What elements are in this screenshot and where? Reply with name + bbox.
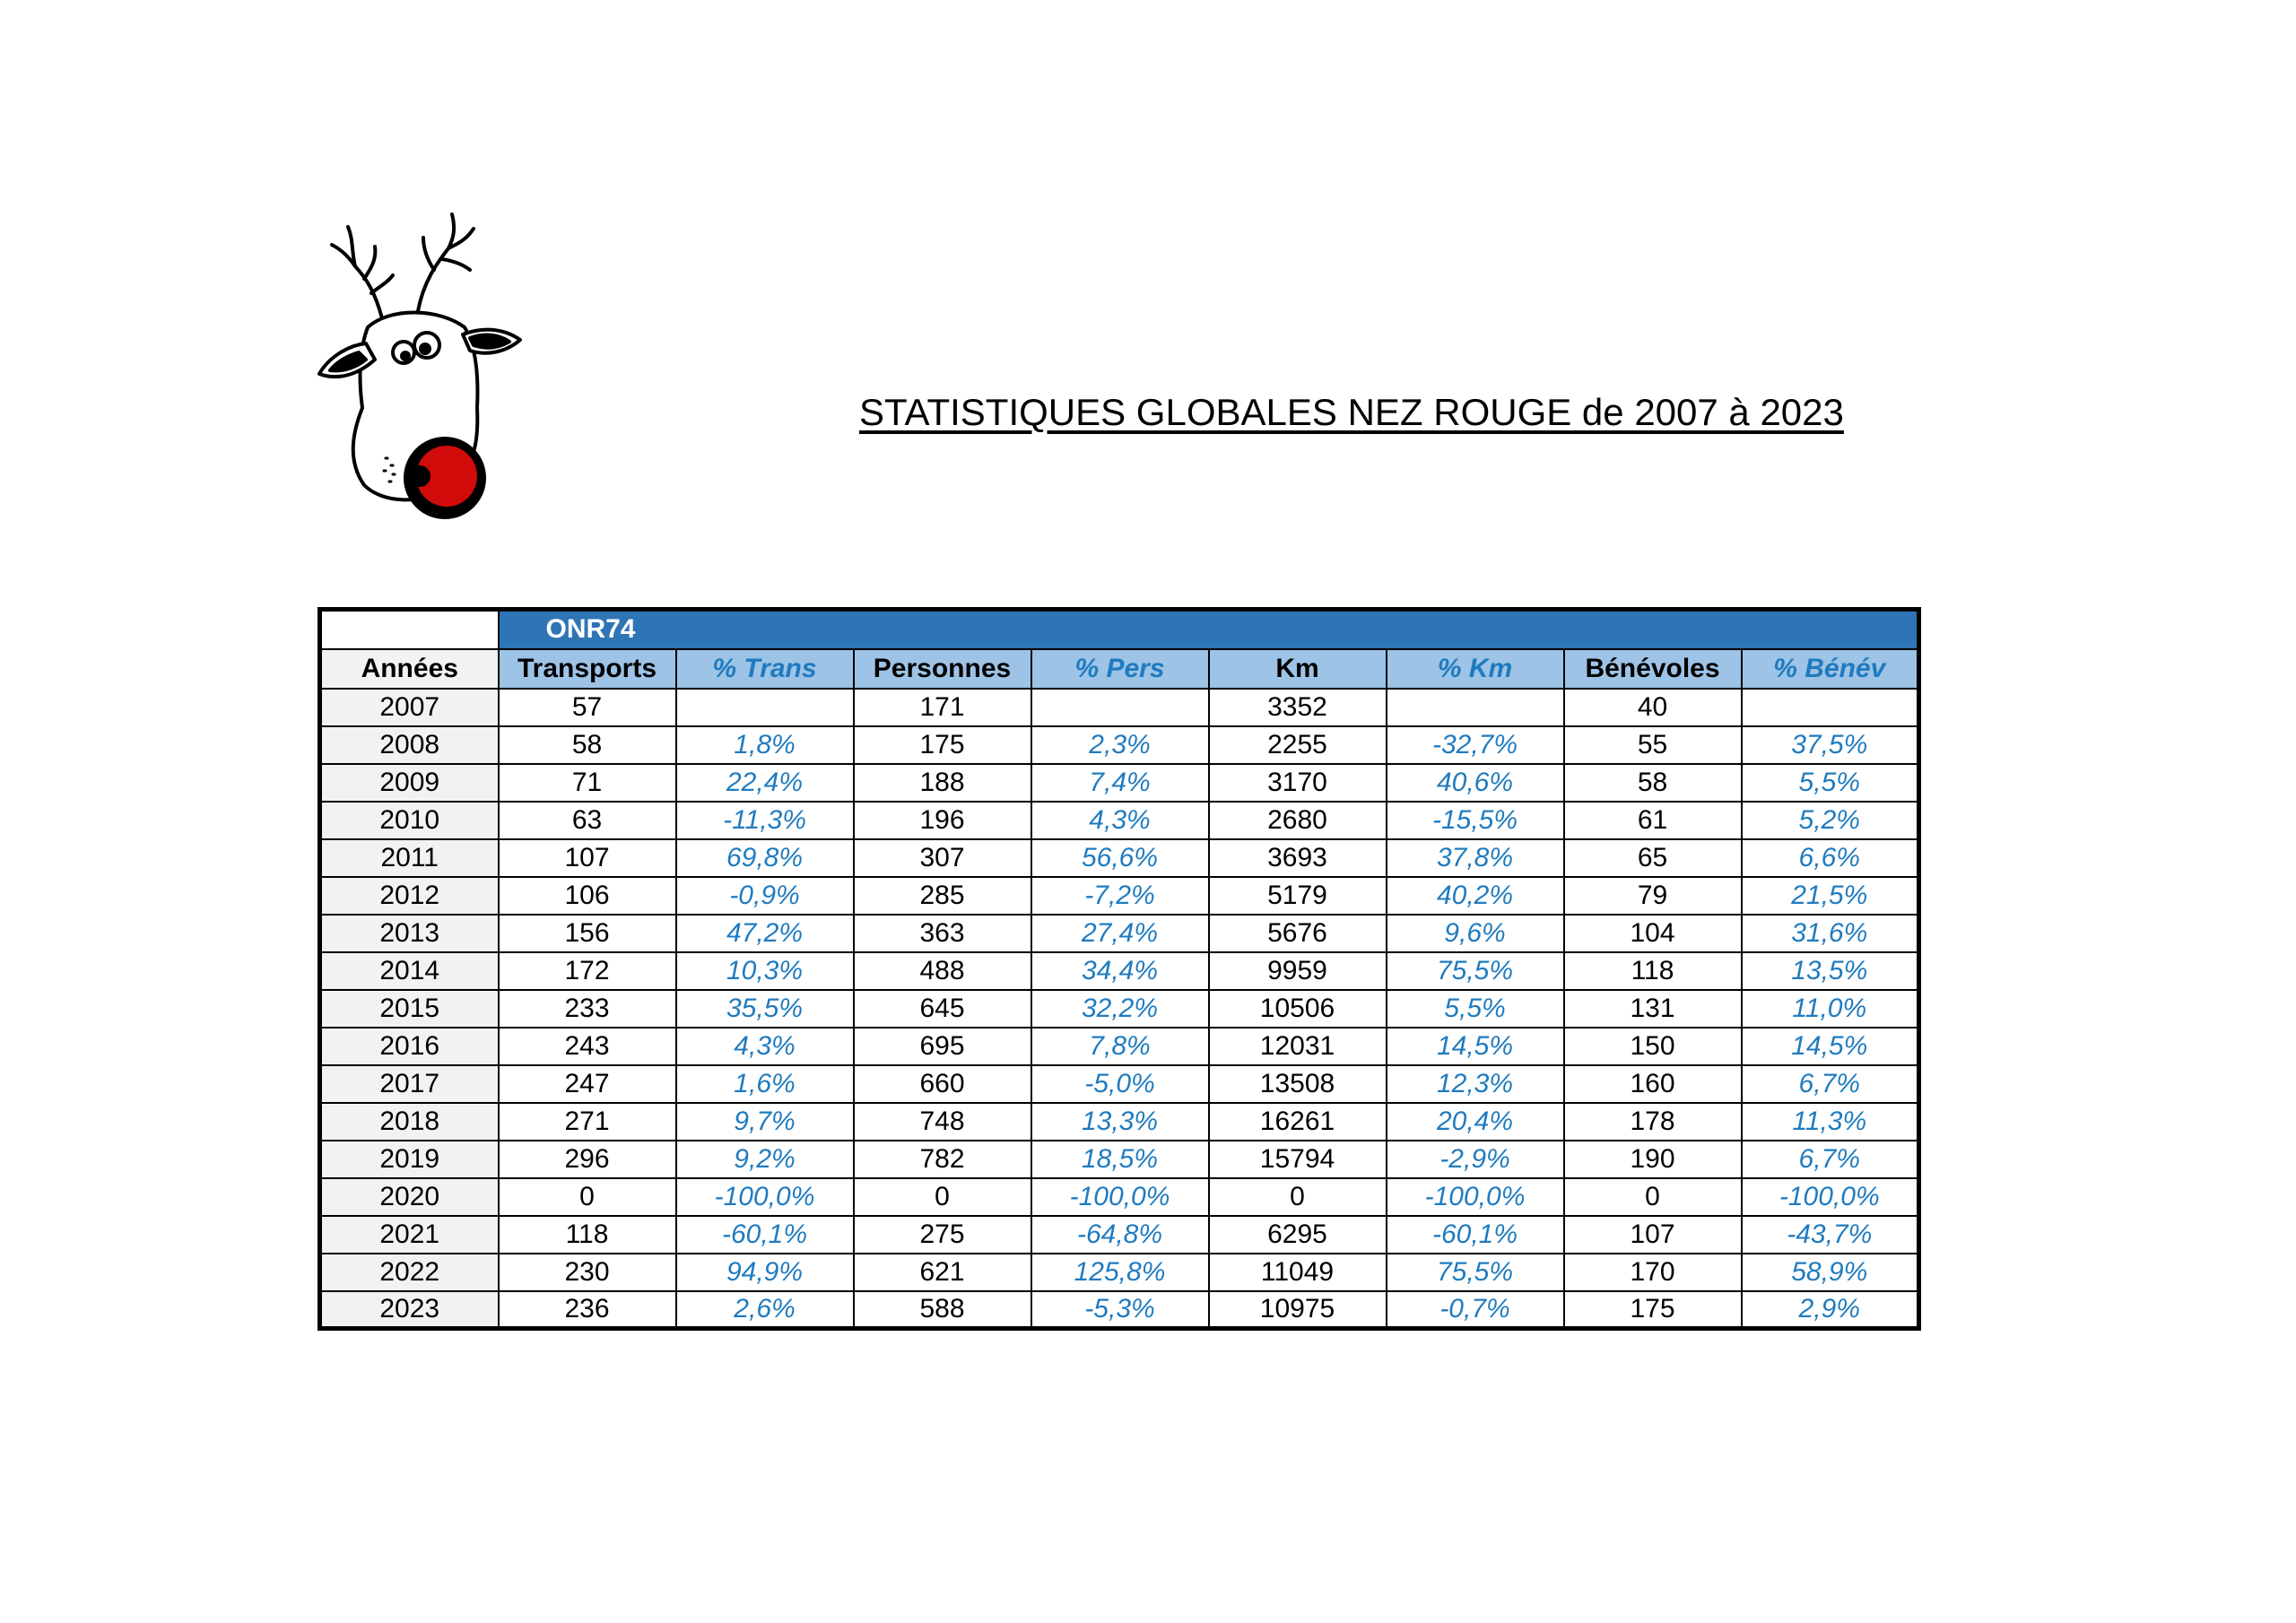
table-row (320, 877, 1919, 915)
year-cell: 2008 (320, 726, 499, 764)
transports-cell: 230 (499, 1254, 676, 1291)
pct-benev-cell: 6,7% (1742, 1141, 1919, 1178)
table-row (320, 1065, 1919, 1103)
transports-cell: 156 (499, 915, 676, 952)
header-annees: Années (320, 649, 499, 689)
pct-trans-cell: -11,3% (676, 802, 854, 839)
transports-cell: 247 (499, 1065, 676, 1103)
header-pct-trans: % Trans (676, 649, 854, 689)
table-row (320, 952, 1919, 990)
pct-benev-cell: 21,5% (1742, 877, 1919, 915)
header-personnes: Personnes (854, 649, 1031, 689)
transports-cell: 71 (499, 764, 676, 802)
pct-km-cell: -0,7% (1387, 1291, 1564, 1329)
table-row (320, 1291, 1919, 1329)
pct-trans-cell (676, 689, 854, 726)
pct-pers-cell: -64,8% (1031, 1216, 1209, 1254)
pct-benev-cell: 5,2% (1742, 802, 1919, 839)
pct-benev-cell: 31,6% (1742, 915, 1919, 952)
pct-pers-cell: 125,8% (1031, 1254, 1209, 1291)
km-cell: 5179 (1209, 877, 1387, 915)
pct-benev-cell: 5,5% (1742, 764, 1919, 802)
pct-km-cell: 37,8% (1387, 839, 1564, 877)
table-row (320, 1141, 1919, 1178)
pct-trans-cell: 4,3% (676, 1028, 854, 1065)
personnes-cell: 175 (854, 726, 1031, 764)
personnes-cell: 748 (854, 1103, 1031, 1141)
pct-pers-cell: -100,0% (1031, 1178, 1209, 1216)
group-header-row (320, 610, 1919, 649)
pct-benev-cell: -43,7% (1742, 1216, 1919, 1254)
pct-km-cell: 5,5% (1387, 990, 1564, 1028)
table-row (320, 1103, 1919, 1141)
header-benevoles: Bénévoles (1564, 649, 1742, 689)
km-cell: 16261 (1209, 1103, 1387, 1141)
year-cell: 2014 (320, 952, 499, 990)
benevoles-cell: 61 (1564, 802, 1742, 839)
pct-benev-cell: 37,5% (1742, 726, 1919, 764)
transports-cell: 118 (499, 1216, 676, 1254)
km-cell: 5676 (1209, 915, 1387, 952)
header-pct-benev: % Bénév (1742, 649, 1919, 689)
personnes-cell: 588 (854, 1291, 1031, 1329)
pct-trans-cell: 9,2% (676, 1141, 854, 1178)
empty-corner-cell (320, 610, 499, 649)
pct-trans-cell: -0,9% (676, 877, 854, 915)
pct-pers-cell: 7,8% (1031, 1028, 1209, 1065)
pct-trans-cell: 35,5% (676, 990, 854, 1028)
year-cell: 2013 (320, 915, 499, 952)
column-header-row (320, 649, 1919, 689)
pct-km-cell: 20,4% (1387, 1103, 1564, 1141)
benevoles-cell: 0 (1564, 1178, 1742, 1216)
pct-pers-cell: 34,4% (1031, 952, 1209, 990)
table-row (320, 990, 1919, 1028)
benevoles-cell: 150 (1564, 1028, 1742, 1065)
km-cell: 2255 (1209, 726, 1387, 764)
transports-cell: 236 (499, 1291, 676, 1329)
header-pct-km: % Km (1387, 649, 1564, 689)
km-cell: 10506 (1209, 990, 1387, 1028)
pct-pers-cell: 4,3% (1031, 802, 1209, 839)
pct-km-cell: 12,3% (1387, 1065, 1564, 1103)
pct-pers-cell: 2,3% (1031, 726, 1209, 764)
benevoles-cell: 175 (1564, 1291, 1742, 1329)
transports-cell: 63 (499, 802, 676, 839)
header-transports: Transports (499, 649, 676, 689)
pct-km-cell (1387, 689, 1564, 726)
personnes-cell: 488 (854, 952, 1031, 990)
km-cell: 15794 (1209, 1141, 1387, 1178)
pct-km-cell: 14,5% (1387, 1028, 1564, 1065)
pct-benev-cell: -100,0% (1742, 1178, 1919, 1216)
pct-benev-cell (1742, 689, 1919, 726)
year-cell: 2017 (320, 1065, 499, 1103)
pct-km-cell: -32,7% (1387, 726, 1564, 764)
personnes-cell: 285 (854, 877, 1031, 915)
pct-benev-cell: 6,7% (1742, 1065, 1919, 1103)
benevoles-cell: 55 (1564, 726, 1742, 764)
benevoles-cell: 118 (1564, 952, 1742, 990)
pct-pers-cell: -7,2% (1031, 877, 1209, 915)
transports-cell: 172 (499, 952, 676, 990)
km-cell: 11049 (1209, 1254, 1387, 1291)
km-cell: 3693 (1209, 839, 1387, 877)
personnes-cell: 782 (854, 1141, 1031, 1178)
transports-cell: 243 (499, 1028, 676, 1065)
year-cell: 2021 (320, 1216, 499, 1254)
table-row (320, 689, 1919, 726)
benevoles-cell: 190 (1564, 1141, 1742, 1178)
personnes-cell: 196 (854, 802, 1031, 839)
km-cell: 3170 (1209, 764, 1387, 802)
benevoles-cell: 58 (1564, 764, 1742, 802)
personnes-cell: 0 (854, 1178, 1031, 1216)
pct-benev-cell: 13,5% (1742, 952, 1919, 990)
year-cell: 2016 (320, 1028, 499, 1065)
km-cell: 3352 (1209, 689, 1387, 726)
table-row (320, 1254, 1919, 1291)
transports-cell: 57 (499, 689, 676, 726)
personnes-cell: 645 (854, 990, 1031, 1028)
pct-km-cell: -100,0% (1387, 1178, 1564, 1216)
transports-cell: 233 (499, 990, 676, 1028)
year-cell: 2012 (320, 877, 499, 915)
pct-trans-cell: 47,2% (676, 915, 854, 952)
pct-benev-cell: 11,0% (1742, 990, 1919, 1028)
table-row (320, 1028, 1919, 1065)
year-cell: 2007 (320, 689, 499, 726)
personnes-cell: 660 (854, 1065, 1031, 1103)
pct-pers-cell: -5,3% (1031, 1291, 1209, 1329)
pct-trans-cell: 10,3% (676, 952, 854, 990)
group-label: ONR74 (499, 610, 1919, 649)
personnes-cell: 621 (854, 1254, 1031, 1291)
pct-pers-cell (1031, 689, 1209, 726)
pct-trans-cell: -100,0% (676, 1178, 854, 1216)
table-row (320, 1216, 1919, 1254)
pct-pers-cell: 56,6% (1031, 839, 1209, 877)
personnes-cell: 307 (854, 839, 1031, 877)
pct-benev-cell: 58,9% (1742, 1254, 1919, 1291)
pct-trans-cell: 2,6% (676, 1291, 854, 1329)
year-cell: 2022 (320, 1254, 499, 1291)
benevoles-cell: 107 (1564, 1216, 1742, 1254)
benevoles-cell: 104 (1564, 915, 1742, 952)
pct-trans-cell: 1,8% (676, 726, 854, 764)
pct-pers-cell: 27,4% (1031, 915, 1209, 952)
benevoles-cell: 178 (1564, 1103, 1742, 1141)
pct-pers-cell: 18,5% (1031, 1141, 1209, 1178)
pct-km-cell: 75,5% (1387, 952, 1564, 990)
pct-pers-cell: -5,0% (1031, 1065, 1209, 1103)
table-row (320, 764, 1919, 802)
pct-benev-cell: 14,5% (1742, 1028, 1919, 1065)
table-row (320, 839, 1919, 877)
benevoles-cell: 65 (1564, 839, 1742, 877)
pct-km-cell: 75,5% (1387, 1254, 1564, 1291)
year-cell: 2011 (320, 839, 499, 877)
pct-trans-cell: 9,7% (676, 1103, 854, 1141)
year-cell: 2018 (320, 1103, 499, 1141)
personnes-cell: 171 (854, 689, 1031, 726)
pct-benev-cell: 6,6% (1742, 839, 1919, 877)
pct-pers-cell: 7,4% (1031, 764, 1209, 802)
pct-trans-cell: 22,4% (676, 764, 854, 802)
personnes-cell: 363 (854, 915, 1031, 952)
pct-trans-cell: 1,6% (676, 1065, 854, 1103)
year-cell: 2015 (320, 990, 499, 1028)
pct-benev-cell: 2,9% (1742, 1291, 1919, 1329)
transports-cell: 0 (499, 1178, 676, 1216)
table-row (320, 915, 1919, 952)
year-cell: 2019 (320, 1141, 499, 1178)
page-title: STATISTIQUES GLOBALES NEZ ROUGE de 2007 à 2023 (859, 391, 1844, 433)
header-km: Km (1209, 649, 1387, 689)
year-cell: 2010 (320, 802, 499, 839)
transports-cell: 106 (499, 877, 676, 915)
pct-km-cell: 9,6% (1387, 915, 1564, 952)
benevoles-cell: 79 (1564, 877, 1742, 915)
pct-pers-cell: 13,3% (1031, 1103, 1209, 1141)
year-cell: 2020 (320, 1178, 499, 1216)
header-pct-pers: % Pers (1031, 649, 1209, 689)
personnes-cell: 275 (854, 1216, 1031, 1254)
table-row (320, 726, 1919, 764)
pct-km-cell: 40,6% (1387, 764, 1564, 802)
pct-trans-cell: -60,1% (676, 1216, 854, 1254)
km-cell: 13508 (1209, 1065, 1387, 1103)
benevoles-cell: 40 (1564, 689, 1742, 726)
reindeer-red-nose-icon (312, 193, 527, 525)
transports-cell: 296 (499, 1141, 676, 1178)
transports-cell: 58 (499, 726, 676, 764)
km-cell: 12031 (1209, 1028, 1387, 1065)
personnes-cell: 695 (854, 1028, 1031, 1065)
pct-km-cell: -60,1% (1387, 1216, 1564, 1254)
km-cell: 0 (1209, 1178, 1387, 1216)
pct-benev-cell: 11,3% (1742, 1103, 1919, 1141)
year-cell: 2009 (320, 764, 499, 802)
km-cell: 6295 (1209, 1216, 1387, 1254)
pct-km-cell: -15,5% (1387, 802, 1564, 839)
transports-cell: 271 (499, 1103, 676, 1141)
pct-trans-cell: 94,9% (676, 1254, 854, 1291)
km-cell: 9959 (1209, 952, 1387, 990)
pct-km-cell: -2,9% (1387, 1141, 1564, 1178)
benevoles-cell: 131 (1564, 990, 1742, 1028)
km-cell: 10975 (1209, 1291, 1387, 1329)
benevoles-cell: 170 (1564, 1254, 1742, 1291)
table-row (320, 1178, 1919, 1216)
benevoles-cell: 160 (1564, 1065, 1742, 1103)
pct-trans-cell: 69,8% (676, 839, 854, 877)
personnes-cell: 188 (854, 764, 1031, 802)
pct-km-cell: 40,2% (1387, 877, 1564, 915)
transports-cell: 107 (499, 839, 676, 877)
year-cell: 2023 (320, 1291, 499, 1329)
stats-table (317, 607, 1921, 1331)
km-cell: 2680 (1209, 802, 1387, 839)
pct-pers-cell: 32,2% (1031, 990, 1209, 1028)
table-row (320, 802, 1919, 839)
